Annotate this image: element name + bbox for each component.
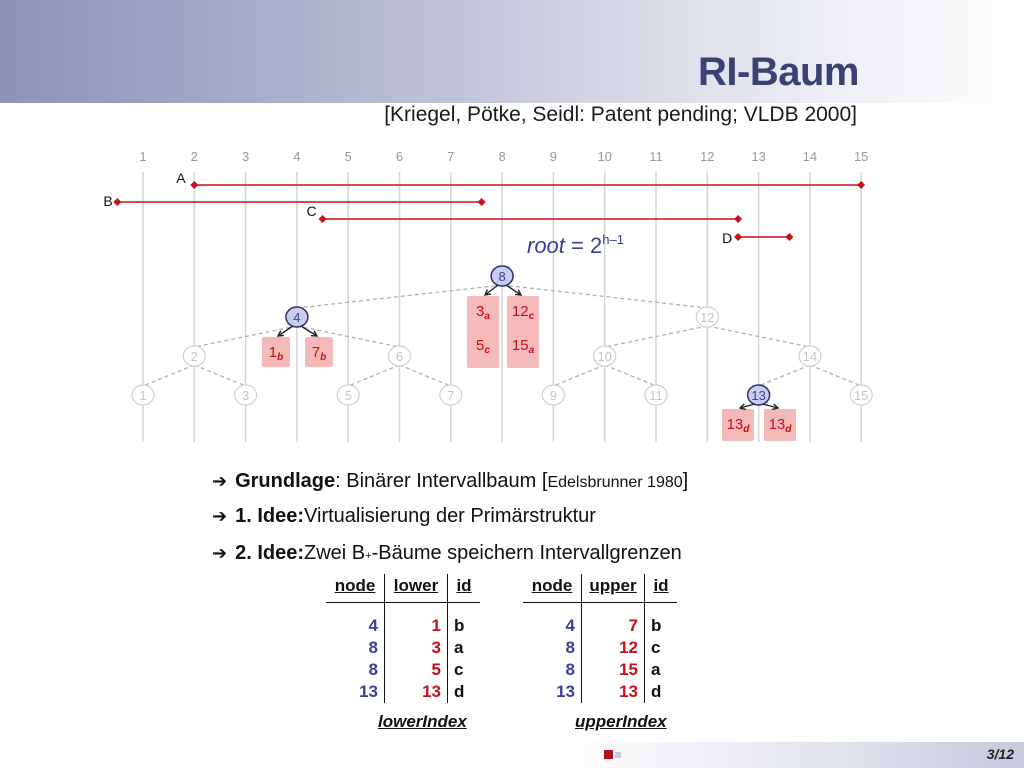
column-header-node: node xyxy=(523,574,582,603)
cell-node: 8 xyxy=(523,659,582,681)
interval-label-d: D xyxy=(722,230,733,246)
cell-id: a xyxy=(454,638,464,657)
nav-square-active-icon xyxy=(604,750,613,759)
bullet-idee-1 xyxy=(212,505,596,528)
page-number: 3/12 xyxy=(986,746,1014,762)
cell-value: 15 xyxy=(582,659,645,681)
tree-node-label: 1 xyxy=(139,388,147,403)
table-row xyxy=(523,637,677,659)
upper-index-rows xyxy=(523,603,677,704)
interval-label-c: C xyxy=(306,203,317,219)
tree-edge xyxy=(194,365,245,386)
table-row xyxy=(326,603,480,638)
table-header-row xyxy=(326,574,480,603)
tree-edge xyxy=(348,365,399,386)
cell-value: 1 xyxy=(385,603,448,638)
ruler-label: 5 xyxy=(344,149,352,164)
bullet-text: Zwei B xyxy=(304,542,366,564)
interval-endpoint-icon xyxy=(857,181,865,189)
table-row xyxy=(326,637,480,659)
ruler-label: 6 xyxy=(395,149,404,164)
bullet-text: Virtualisierung der Primärstruktur xyxy=(304,505,596,527)
cell-value: 13 xyxy=(582,681,645,703)
column-header-node: node xyxy=(326,574,385,603)
upper-list-entry: $12_c$ xyxy=(511,303,535,322)
tree-node-label: 9 xyxy=(549,388,558,403)
tree-edge xyxy=(605,365,656,386)
bullet-keyword: 2. Idee: xyxy=(235,542,305,564)
bullet-grundlage xyxy=(212,470,688,493)
ruler-label: 9 xyxy=(549,149,558,164)
ruler-label: 3 xyxy=(241,149,250,164)
cell-value: 13 xyxy=(385,681,448,703)
upper-index-table xyxy=(523,574,677,703)
tree-edge xyxy=(400,365,451,386)
ruler-label: 1 xyxy=(139,149,147,164)
lower-index-table xyxy=(326,574,480,703)
bullet-text-end: ] xyxy=(682,470,689,492)
upper-list-entry: $15_a$ xyxy=(511,337,535,356)
slide-title: RI-Baum xyxy=(698,50,859,94)
cell-id: c xyxy=(651,638,661,657)
tree-node-label: 5 xyxy=(344,388,352,403)
tree-node-label: 12 xyxy=(700,310,715,325)
tree-node-label: 7 xyxy=(447,388,455,403)
bullet-keyword: 1. Idee: xyxy=(235,505,305,527)
lower-list-entry: $13_d$ xyxy=(726,416,750,435)
bullet-keyword: Grundlage xyxy=(235,470,336,492)
table-row xyxy=(523,603,677,638)
table-row xyxy=(326,659,480,681)
table-row xyxy=(326,681,480,703)
ruler-label: 12 xyxy=(700,149,715,164)
cell-node: 8 xyxy=(326,659,385,681)
arrow-right-icon: ➔ xyxy=(212,506,228,526)
cell-value: 12 xyxy=(582,637,645,659)
cell-id: d xyxy=(454,682,465,701)
ruler-label: 15 xyxy=(853,149,869,164)
tree-node-label: 15 xyxy=(853,388,869,403)
ruler-label: 8 xyxy=(498,149,506,164)
column-header-id: id xyxy=(448,574,481,603)
interval-endpoint-icon xyxy=(478,198,486,206)
tree-node-label: 4 xyxy=(293,310,301,325)
table-header-row xyxy=(523,574,677,603)
column-header-upper: upper xyxy=(582,574,645,603)
lower-index-rows xyxy=(326,603,480,704)
tree-node-label: 3 xyxy=(241,388,250,403)
cell-node: 8 xyxy=(326,637,385,659)
ruler-label: 7 xyxy=(447,149,455,164)
lower-index-caption: lowerIndex xyxy=(378,712,467,731)
bullet-text: : Binärer Intervallbaum [ xyxy=(335,470,548,492)
cell-id: a xyxy=(651,660,661,679)
interval-endpoint-icon xyxy=(785,233,793,241)
footer-gradient-bar xyxy=(0,742,1024,768)
slide-subtitle: [Kriegel, Pötke, Seidl: Patent pending; VLDB 2000] xyxy=(384,103,857,126)
cell-id: d xyxy=(651,682,662,701)
upper-list-entry: $13_d$ xyxy=(768,416,792,435)
tree-node-label: 13 xyxy=(751,388,766,403)
cell-node: 13 xyxy=(326,681,385,703)
column-header-lower: lower xyxy=(385,574,448,603)
navigation-marker-icon[interactable] xyxy=(604,750,622,760)
cell-id: b xyxy=(454,616,465,635)
interval-endpoint-icon xyxy=(113,198,121,206)
tree-edge xyxy=(143,365,194,386)
ruler-label: 2 xyxy=(190,149,198,164)
lower-list-entry: $3_a$ xyxy=(476,303,490,322)
ruler-label: 14 xyxy=(802,149,818,164)
ruler-label: 10 xyxy=(597,149,612,164)
table-row xyxy=(523,659,677,681)
cell-node: 4 xyxy=(523,603,582,638)
tree-node-label: 14 xyxy=(802,349,818,364)
interval-endpoint-icon xyxy=(734,233,742,241)
lower-list-entry: $5_c$ xyxy=(476,337,490,356)
tree-node-label: 8 xyxy=(498,269,506,284)
bullet-superscript: + xyxy=(365,550,372,562)
root-formula: root = $2^{h-1}$ xyxy=(527,232,624,258)
ruler-label: 4 xyxy=(293,149,301,164)
bullet-citation: Edelsbrunner 1980 xyxy=(547,474,683,491)
table-row xyxy=(523,681,677,703)
nav-square-inactive-icon xyxy=(615,752,621,758)
cell-node: 4 xyxy=(326,603,385,638)
tree-node-label: 6 xyxy=(395,349,404,364)
cell-value: 7 xyxy=(582,603,645,638)
tree-edge xyxy=(810,365,861,386)
cell-value: 5 xyxy=(385,659,448,681)
tree-node-label: 10 xyxy=(597,349,612,364)
cell-node: 13 xyxy=(523,681,582,703)
cell-value: 3 xyxy=(385,637,448,659)
lower-list-entry: $1_b$ xyxy=(268,344,284,363)
interval-label-a: A xyxy=(176,170,186,186)
interval-endpoint-icon xyxy=(319,215,327,223)
ruler-label: 13 xyxy=(751,149,766,164)
interval-label-b: B xyxy=(103,193,113,209)
cell-id: c xyxy=(454,660,464,679)
ruler-label: 11 xyxy=(649,149,663,164)
tree-edge xyxy=(553,365,604,386)
tree-edge xyxy=(759,365,810,386)
tree-node-label: 11 xyxy=(649,388,663,403)
column-header-id: id xyxy=(645,574,678,603)
upper-list-entry: $7_b$ xyxy=(311,344,327,363)
cell-node: 8 xyxy=(523,637,582,659)
cell-id: b xyxy=(651,616,662,635)
arrow-right-icon: ➔ xyxy=(212,471,228,491)
tree-node-label: 2 xyxy=(190,349,198,364)
interval-endpoint-icon xyxy=(190,181,198,189)
bullet-text-end: -Bäume speichern Intervallgrenzen xyxy=(371,542,682,564)
arrow-right-icon: ➔ xyxy=(212,543,228,563)
bullet-idee-2 xyxy=(212,542,682,565)
upper-index-caption: upperIndex xyxy=(575,712,667,731)
interval-endpoint-icon xyxy=(734,215,742,223)
